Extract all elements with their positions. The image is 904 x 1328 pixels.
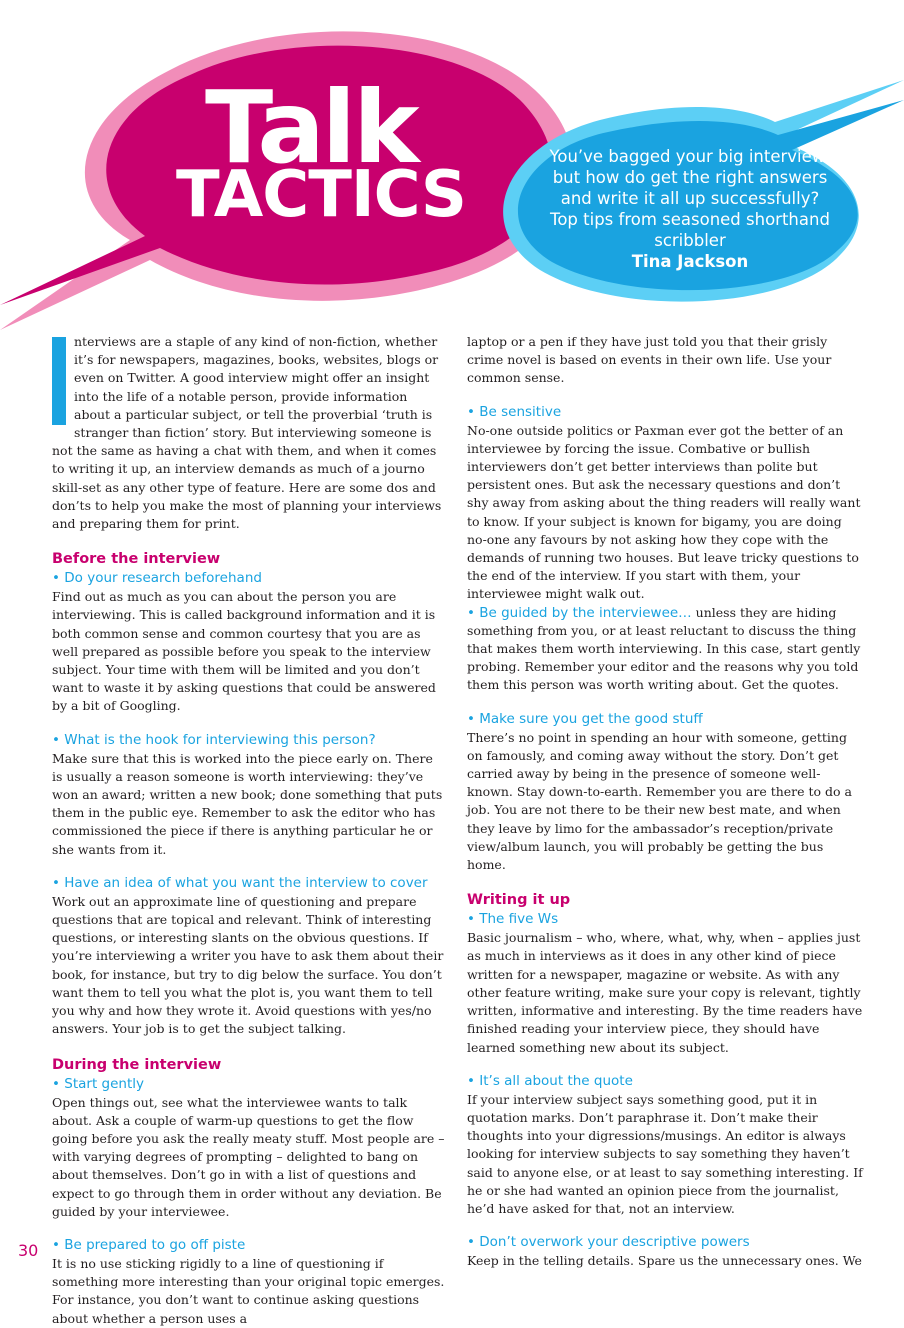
left-column xyxy=(52,333,445,1328)
tip-sensitive-heading: • Be sensitive xyxy=(467,403,562,420)
tip-sensitive-body: No-one outside politics or Paxman ever got the better of an interviewee by forcing the issue. Combative or bullish interviewers don’t get better interviews than polite but persistent ones. But ask the necessary questions and don’t shy away from asking about the thing readers will really want to know. If your subject is known for bigamy, you are doing no-one any favours by not asking how they cope with the demands of running two houses. But leave tricky questions to the end of the interview. If you start with them, your interviewee might walk out. xyxy=(467,422,861,602)
tip-hook-heading: • What is the hook for interviewing this person? xyxy=(52,731,376,748)
author-name: Tina Jackson xyxy=(631,252,749,271)
tip-start-heading: • Start gently xyxy=(52,1075,144,1092)
standfirst xyxy=(545,146,835,272)
tip-start-body: Open things out, see what the interviewee wants to talk about. Ask a couple of warm-up questions to get the flow going before you ask the really meaty stuff. Most people are – with varying degrees of prompting – delighted to bang on about themselves. Don’t go in with a list of questions and expect to go through them in order without any deviation. Be guided by your interviewee. xyxy=(52,1094,445,1219)
tip-descriptive-body: Keep in the telling details. Spare us the unnecessary ones. We xyxy=(467,1253,862,1269)
tip-guided-body: unless they are hiding something from you, or at least reluctant to discuss the thing that makes them worth interviewing. In this case, start gently probing. Remember your editor and the reasons why you told them this person was worth writing about. Get the quotes. xyxy=(467,604,861,693)
tip-quote-body: If your interview subject says something good, put it in quotation marks. Don’t paraphrase it. Don’t make their thoughts into your digressions/musings. An editor is always looking for interview subjects to say something they haven’t said to anyone else, or at least to say something interesting. If he or she had wanted an opinion piece from the journalist, he’d have asked for that, not an interview. xyxy=(467,1091,863,1216)
drop-cap xyxy=(52,337,66,425)
tip-goodstuff-body: There’s no point in spending an hour with someone, getting on famously, and coming away without the story. Don’t get carried away by being in the presence of someone well-known. Stay down-to-earth. Remember you are there to do a job. You are not there to be their new best mate, and when they leave by limo for the ambassador’s reception/private view/album launch, you will probably be getting the bus home. xyxy=(467,729,853,873)
tip-research-body: Find out as much as you can about the person you are interviewing. This is called background information and it is both common sense and common courtesy that you are as well prepared as possible before you speak to the interview subject. Your time with them will be limited and you don’t want to waste it by asking questions that could be answered by a bit of Googling. xyxy=(52,589,436,714)
tip-idea-body: Work out an approximate line of questioning and prepare questions that are topical and relevant. Think of interesting questions, or interesting slants on the obvious questions. If you’re interviewing a writer you have to ask them about their book, for instance, but try to dig below the surface. You don’t want them to tell you what the plot is, you want them to tell you why and how they wrote it. Avoid questions with yes/no answers. Your job is to get the subject talking. xyxy=(52,893,444,1037)
section-writing-title: Writing it up xyxy=(467,892,571,909)
tip-fivews-heading: • The five Ws xyxy=(467,911,559,928)
section-during-title: During the interview xyxy=(52,1056,222,1073)
tip-hook-body: Make sure that this is worked into the piece early on. There is usually a reason someone is worth interviewing: they’ve won an award; written a new book; done something that puts them in the public eye. Remember to ask the editor who has commissioned the piece if there is anything particular he or she wants from it. xyxy=(52,750,443,857)
standfirst-text: You’ve bagged your big interview, but how do get the right answers and write it all up successfully? Top tips from seasoned shorthand scribbler xyxy=(549,147,831,250)
tip-research-heading: • Do your research beforehand xyxy=(52,570,262,587)
tip-piste-body: It is no use sticking rigidly to a line of questioning if something more interesting than your original topic emerges. For instance, you don’t want to continue asking questions about whether a person uses a xyxy=(52,1255,445,1326)
page-number: 30 xyxy=(18,1241,39,1260)
intro-paragraph xyxy=(52,333,445,533)
tip-guided-paragraph xyxy=(467,604,865,695)
tip-goodstuff-heading: • Make sure you get the good stuff xyxy=(467,710,703,727)
tip-piste-continued: laptop or a pen if they have just told you that their grisly crime novel is based on events in their own life. Use your common sense. xyxy=(467,334,832,386)
title-tactics: TACTICS xyxy=(176,158,466,232)
tip-descriptive-heading: • Don’t overwork your descriptive powers xyxy=(467,1234,750,1251)
tip-fivews-body: Basic journalism – who, where, what, why, when – applies just as much in interviews as it does in any other kind of piece written for a newspaper, magazine or website. As with any other feature writing, make sure your copy is relevant, tightly written, informative and interesting. By the time readers have finished reading your interview piece, they should have learned something new about its subject. xyxy=(467,930,863,1055)
section-before-title: Before the interview xyxy=(52,551,221,568)
tip-quote-heading: • It’s all about the quote xyxy=(467,1072,633,1089)
tip-guided-heading: • Be guided by the interviewee… xyxy=(467,604,692,621)
tip-idea-heading: • Have an idea of what you want the interview to cover xyxy=(52,874,428,891)
tip-piste-heading: • Be prepared to go off piste xyxy=(52,1236,246,1253)
intro-text: nterviews are a staple of any kind of non-fiction, whether it’s for newspapers, magazines, books, websites, blogs or even on Twitter. A good interview might offer an insight into the life of a notable person, provide information about a particular subject, or tell the proverbial ‘truth is stranger than fiction’ story. But interviewing someone is not the same as having a chat with them, and when it comes to writing it up, an interview demands as much of a journo skill-set as any other type of feature. Here are some dos and don’ts to help you make the most of planning your interviews and preparing them for print. xyxy=(52,334,442,532)
right-column xyxy=(467,333,865,1270)
title-talk: Talk xyxy=(205,69,417,186)
